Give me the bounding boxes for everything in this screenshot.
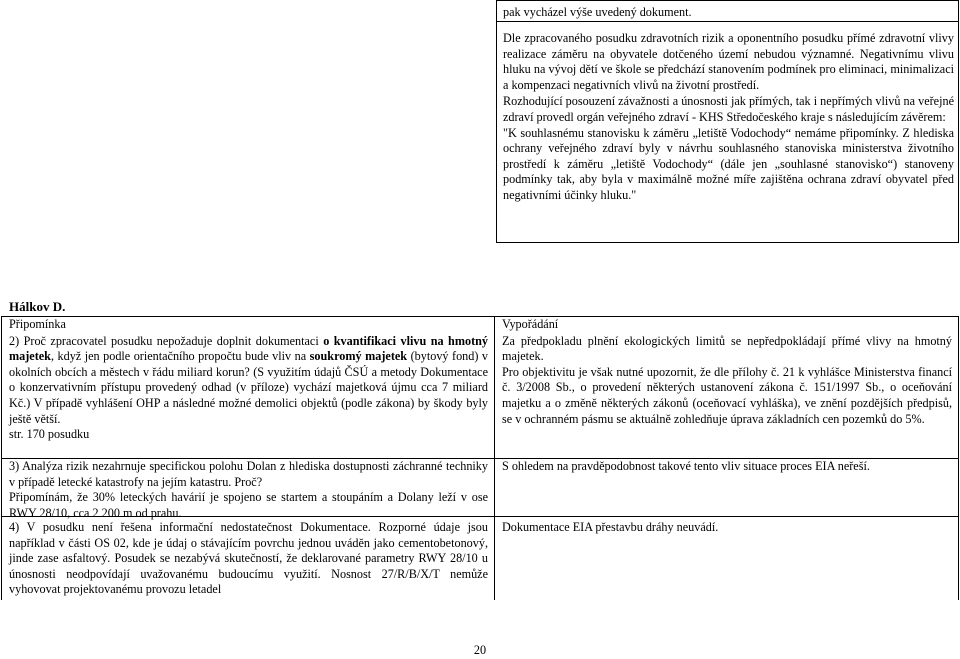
page-number: 20 [473,643,487,657]
row-3-comment: 3) Analýza rizik nezahrnuje specifickou polohu Dolan z hlediska dostupnosti záchranné techniky v případě letecké katastrofy na jejím katastru. Proč? Připomínám, že 30% leteckých havárií je spojeno se startem a stoupáním a Dolany leží v ose RWY 28/10, cca 2 200 m od prahu. [9,459,488,520]
right-header: Vypořádání [502,317,559,331]
row-2-response: Za předpokladu plnění ekologických limitů se nepředpokládají přímé vlivy na hmotný majetek. Pro objektivitu je však nutné upozornit, že dle přílohy č. 21 k vyhlášce Ministerstva financí č. 3/2008 Sb., o provedení některých ustanovení zákona č. 151/1997 Sb., o oceňování majetku a o změně některých zákonů (oceňovací vyhláška), ve znění pozdějších předpisů, se v ochranném pásmu se aktuálně zohledňuje úprava základních cen pozemků do 5%. [502,333,952,426]
top-table-row-2 [496,21,959,243]
row-3-response: S ohledem na pravděpodobnost takové tento vliv situace proces EIA neřeší. [502,459,870,473]
section-title: Hálkov D. [9,299,66,314]
top-quote: "K souhlasnému stanovisku k záměru „letiště Vodochody“ nemáme připomínky. Z hlediska ochrany veřejného zdraví byly v návrhu souhlasného stanoviska ministerstva životního prostředí k záměru „letiště Vodochody“ (dále jen „souhlasné stanovisko“) stanoveny podmínky tak, aby byla v maximálně možné míře zajištěna ochrana zdraví obyvatel před negativními účinky hluku." [503,125,954,202]
top-table-row-1 [496,0,959,22]
row-2-comment-ref: str. 170 posudku [9,427,90,442]
left-header: Připomínka [9,317,66,331]
top-paragraph-1: Dle zpracovaného posudku zdravotních rizik a oponentního posudku přímé zdravotní vlivy realizace záměru na obyvatele dotčeného území nebudou významné. Negativnímu vlivu hluku na vývoj dětí ve škole se předchází stanovením podmínek pro eliminaci, minimalizaci a kompenzaci negativních vlivů na životní prostředí. [503,31,954,92]
row-4-response: Dokumentace EIA přestavbu dráhy neuvádí. [502,520,719,534]
row-4-comment: 4) V posudku není řešena informační nedostatečnost Dokumentace. Rozporné údaje jsou například v části OS 02, kde je údaj o stávajícím povrchu jednou uváděn jako cementobetonový, jinde zase asfaltový. Posudek se nezabývá skutečností, že deklarované parametry RWY 28/10 u únosnosti neodpovídají uvažovanému budoucímu využití. Nosnost 27/R/B/X/T nemůže vyhovovat projektovanému provozu letadel [9,520,488,597]
top-paragraph-2: Rozhodující posouzení závažnosti a únosnosti jak přímých, tak i nepřímých vlivů na veřejné zdraví provedl orgán veřejného zdraví - KHS Středočeského kraje s následujícím závěrem: [503,94,954,124]
top-row-text: pak vycházel výše uvedený dokument. [503,5,692,19]
row-2-comment: 2) Proč zpracovatel posudku nepožaduje doplnit dokumentaci o kvantifikaci vlivu na hmotný majetek, když jen podle orientačního propočtu bude vliv na soukromý majetek (bytový fond) v okolních obcích a městech v řádu miliard korun? (S využitím údajů ČSÚ a metody Dokumentace o konzervativním přístupu provedený odhad (v příloze) vychází majetková újmu cca 7 miliard Kč.) V případě vyhlášení OHP a následné možné demolici objektů (podle zákona) by škody byly ještě větší. [9,333,489,426]
